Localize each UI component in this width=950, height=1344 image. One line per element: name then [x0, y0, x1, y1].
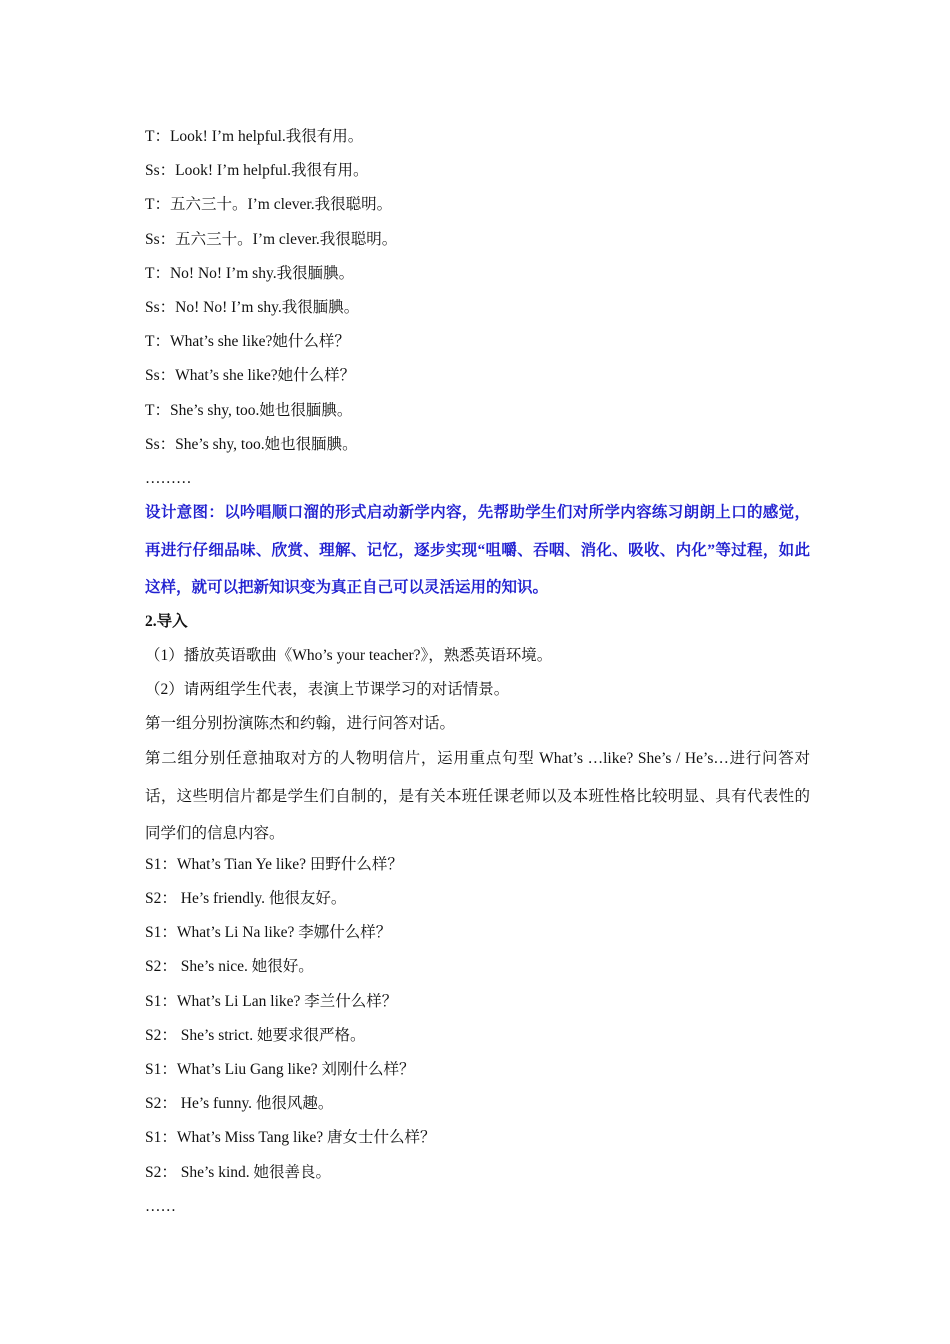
dialogue-line: S1：What’s Li Na like? 李娜什么样？	[145, 924, 392, 942]
dialogue-line: T：What’s she like?她什么样？	[145, 333, 350, 351]
dialogue-line: S2： He’s friendly. 他很友好。	[145, 890, 347, 907]
dialogue-line: S2： She’s nice. 她很好。	[145, 958, 314, 976]
ellipsis: ……	[145, 1197, 176, 1215]
dialogue-line: Ss：She’s shy, too.她也很腼腆。	[145, 435, 358, 453]
dialogue-line: T：No! No! I’m shy.我很腼腆。	[145, 264, 355, 282]
dialogue-line: Ss：Look! I’m helpful.我很有用。	[145, 162, 369, 180]
dialogue-line: Ss：No! No! I’m shy.我很腼腆。	[145, 298, 360, 316]
group-two-paragraph: 第二组分别任意抽取对方的人物明信片，运用重点句型 What’s …like? She’s / He’s…进行问答对话，这些明信片都是学生们自制的，是有关本班任课老师以及本班性格比较明显、具有代表性的同学们的信息内容。	[145, 750, 810, 843]
dialogue-line: S1：What’s Miss Tang like? 唐女士什么样？	[145, 1129, 436, 1147]
dialogue-line: T：Look! I’m helpful.我很有用。	[145, 128, 364, 145]
document-body	[145, 122, 810, 1226]
step-item: （2）请两组学生代表，表演上节课学习的对话情景。	[145, 680, 510, 698]
dialogue-line: Ss：五六三十。I’m clever.我很聪明。	[145, 230, 398, 248]
group-one-paragraph: 第一组分别扮演陈杰和约翰，进行问答对话。	[145, 715, 456, 733]
ellipsis: ………	[145, 469, 192, 487]
dialogue-line: T：五六三十。I’m clever.我很聪明。	[145, 196, 393, 214]
dialogue-line: S2： She’s strict. 她要求很严格。	[145, 1026, 366, 1044]
dialogue-line: S1：What’s Tian Ye like? 田野什么样？	[145, 855, 403, 873]
dialogue-line: Ss：What’s she like?她什么样？	[145, 367, 356, 385]
dialogue-line: S2： She’s kind. 她很善良。	[145, 1163, 332, 1181]
section-heading: 2.导入	[145, 612, 188, 630]
dialogue-line: S1：What’s Li Lan like? 李兰什么样？	[145, 992, 398, 1010]
dialogue-line: T：She’s shy, too.她也很腼腆。	[145, 401, 353, 419]
dialogue-line: S1：What’s Liu Gang like? 刘刚什么样？	[145, 1060, 415, 1078]
dialogue-line: S2： He’s funny. 他很风趣。	[145, 1095, 334, 1113]
step-item: （1）播放英语歌曲《Who’s your teacher?》，熟悉英语环境。	[145, 646, 553, 664]
design-intent-paragraph: 设计意图：以吟唱顺口溜的形式启动新学内容，先帮助学生们对所学内容练习朗朗上口的感觉，再进行仔细品味、欣赏、理解、记忆，逐步实现“咀嚼、吞咽、消化、吸收、内化”等过程，如此这样，就可以把新知识变为真正自己可以灵活运用的知识。	[145, 504, 810, 597]
